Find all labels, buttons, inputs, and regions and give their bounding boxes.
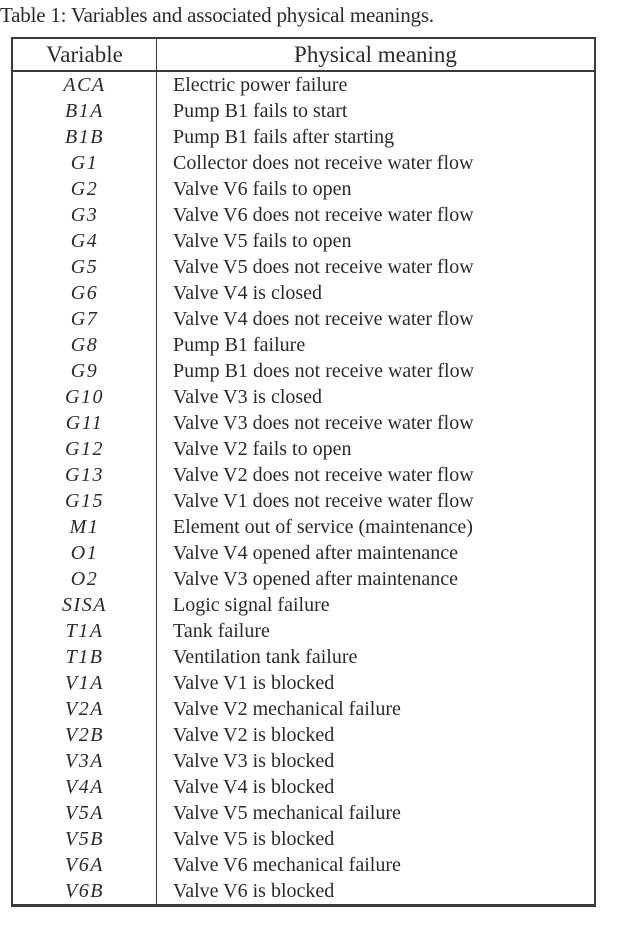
table-row [12,202,595,228]
cell-meaning: Valve V4 does not receive water flow [173,308,474,330]
cell-variable: G5 [12,254,157,280]
cell-variable: G6 [12,280,157,306]
cell-variable: O2 [12,566,157,592]
column-header-variable: Variable [12,38,157,71]
cell-variable: G2 [12,176,157,202]
cell-meaning: Ventilation tank failure [173,646,358,668]
cell-variable: G10 [12,384,157,410]
table-row [12,748,595,774]
cell-variable: V1A [12,670,157,696]
cell-meaning: Element out of service (maintenance) [173,516,473,538]
cell-meaning: Valve V3 opened after maintenance [173,568,459,590]
cell-meaning: Valve V4 is blocked [173,776,335,798]
table-row [12,306,595,332]
cell-variable: G12 [12,436,157,462]
cell-meaning: Valve V1 is blocked [173,672,335,694]
table-row [12,592,595,618]
table-row [12,878,595,906]
table-row [12,384,595,410]
table-row [12,150,595,176]
cell-variable: T1A [12,618,157,644]
table-row [12,826,595,852]
cell-meaning: Tank failure [173,620,270,642]
table-row [12,462,595,488]
cell-variable: B1B [12,124,157,150]
table-row [12,332,595,358]
table-row [12,98,595,124]
table-row [12,644,595,670]
cell-variable: V6A [12,852,157,878]
table-body [12,71,595,906]
table-row [12,358,595,384]
cell-variable: G3 [12,202,157,228]
table-row [12,514,595,540]
cell-meaning: Valve V4 opened after maintenance [173,542,459,564]
cell-variable: B1A [12,98,157,124]
cell-meaning: Valve V5 mechanical failure [173,802,401,824]
table-row [12,436,595,462]
cell-meaning: Valve V1 does not receive water flow [173,490,474,512]
table-row [12,540,595,566]
cell-meaning: Valve V6 is blocked [173,880,335,902]
cell-variable: SISA [12,592,157,618]
cell-variable: G8 [12,332,157,358]
cell-meaning: Logic signal failure [173,594,330,616]
table-row [12,852,595,878]
table-header-row [12,38,595,71]
cell-variable: G7 [12,306,157,332]
variables-table-container [11,37,596,907]
cell-variable: T1B [12,644,157,670]
cell-variable: G4 [12,228,157,254]
table-row [12,670,595,696]
table-caption: Table 1: Variables and associated physical meanings. [0,3,434,27]
cell-variable: G13 [12,462,157,488]
table-row [12,410,595,436]
cell-meaning: Pump B1 fails to start [173,100,348,122]
variables-table [11,37,596,907]
table-row [12,696,595,722]
cell-meaning: Collector does not receive water flow [173,152,474,174]
table-row [12,176,595,202]
cell-meaning: Valve V2 mechanical failure [173,698,401,720]
cell-variable: M1 [12,514,157,540]
table-row [12,71,595,98]
table-row [12,124,595,150]
table-row [12,228,595,254]
cell-meaning: Valve V3 does not receive water flow [173,412,474,434]
cell-variable: V4A [12,774,157,800]
cell-meaning: Valve V6 mechanical failure [173,854,401,876]
table-row [12,566,595,592]
cell-variable: V2B [12,722,157,748]
cell-variable: G11 [12,410,157,436]
cell-variable: G15 [12,488,157,514]
table-row [12,774,595,800]
cell-meaning: Pump B1 fails after starting [173,126,395,148]
column-header-physical-meaning: Physical meaning [157,38,596,71]
cell-variable: G9 [12,358,157,384]
cell-meaning: Valve V5 does not receive water flow [173,256,474,278]
table-row [12,254,595,280]
cell-variable: V3A [12,748,157,774]
table-row [12,722,595,748]
table-row [12,488,595,514]
table-row [12,618,595,644]
cell-variable: ACA [12,71,157,98]
cell-variable: V5A [12,800,157,826]
cell-meaning: Valve V5 is blocked [173,828,335,850]
cell-meaning: Valve V2 is blocked [173,724,335,746]
cell-meaning: Valve V2 fails to open [173,438,352,460]
cell-variable: V2A [12,696,157,722]
cell-meaning: Valve V2 does not receive water flow [173,464,474,486]
cell-meaning: Valve V3 is blocked [173,750,335,772]
cell-meaning: Electric power failure [173,74,348,96]
cell-meaning: Valve V3 is closed [173,386,323,408]
cell-meaning: Valve V4 is closed [173,282,323,304]
cell-meaning: Pump B1 failure [173,334,306,356]
cell-meaning: Valve V6 fails to open [173,178,352,200]
table-row [12,800,595,826]
cell-meaning: Pump B1 does not receive water flow [173,360,475,382]
cell-variable: O1 [12,540,157,566]
cell-variable: V6B [12,878,157,906]
cell-meaning: Valve V5 fails to open [173,230,352,252]
table-row [12,280,595,306]
cell-variable: G1 [12,150,157,176]
cell-variable: V5B [12,826,157,852]
cell-meaning: Valve V6 does not receive water flow [173,204,474,226]
